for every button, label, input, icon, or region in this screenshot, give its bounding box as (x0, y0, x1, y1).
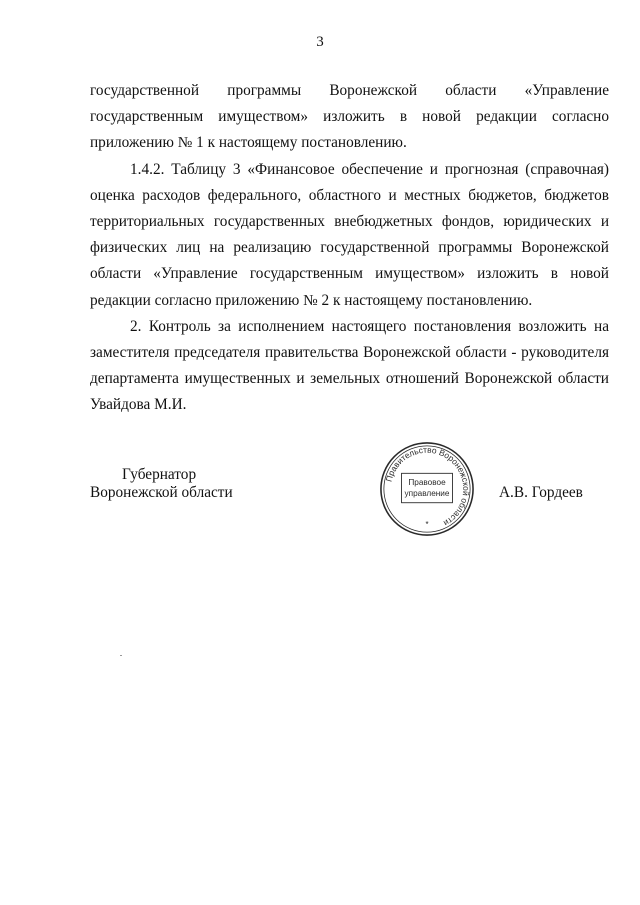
official-stamp (378, 440, 476, 538)
signatory-title-line2: Воронежской области (90, 484, 233, 501)
stamp-star: * (425, 520, 429, 530)
stamp-inner-line1: Правовое (408, 478, 446, 488)
body-text (90, 78, 609, 419)
signatory-title (90, 466, 233, 502)
paragraph-continuation: государственной программы Воронежской области «Управление государственным имуществом» изложить в новой редакции согласно приложению № 1 к настоящему постановлению. (90, 82, 609, 152)
stamp-outer-text: Правительство Воронежской области (383, 444, 472, 529)
paragraph-2: 2. Контроль за исполнением настоящего постановления возложить на заместителя председателя правительства Воронежской области - руководителя департамента имущественных и земельных отношений Воронежской области Увайдова М.И. (90, 317, 609, 414)
signatory-title-line1: Губернатор (122, 466, 197, 483)
page-number: 3 (316, 34, 324, 50)
signatory-name: А.В. Гордеев (499, 484, 583, 501)
paragraph-1-4-2: 1.4.2. Таблицу 3 «Финансовое обеспечение и прогнозная (справочная) оценка расходов федерального, областного и местных бюджетов, бюджетов территориальных государственных внебюджетных фондов, юридических и физических лиц на реализацию государственной программы Воронежской области «Управление государственным имуществом» изложить в новой редакции согласно приложению № 2 к настоящему постановлению. (90, 160, 609, 309)
stamp-inner-line2: управление (404, 488, 450, 498)
scan-speck (120, 655, 122, 656)
